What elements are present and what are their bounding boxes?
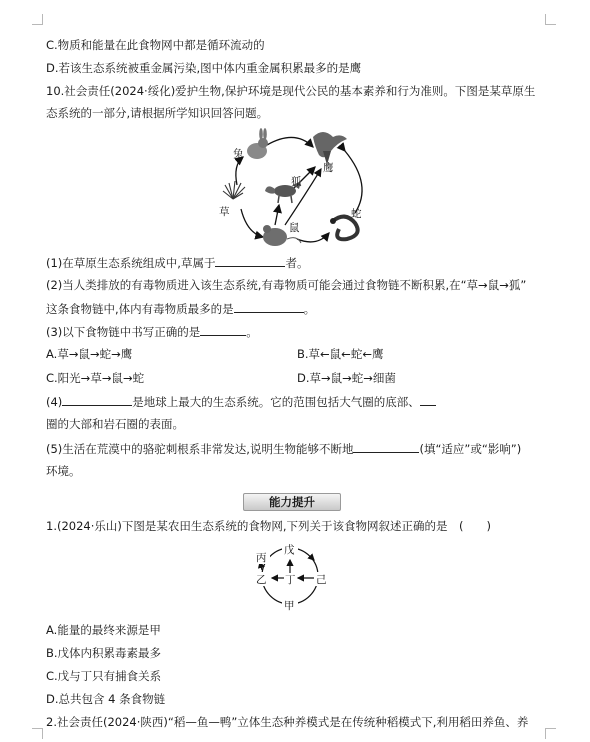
snake-label: 蛇	[351, 208, 362, 220]
question-10-part-2-line-1: (2)当人类排放的有毒物质进入该生态系统,有毒物质可能会通过食物链不断积累,在“草→鼠→狐”	[46, 278, 527, 292]
q1-option-b: B.戊体内积累毒素最多	[46, 646, 162, 660]
farmland-food-web-diagram	[252, 540, 332, 612]
q10-3-option-b: B.草←鼠←蛇←鹰	[297, 347, 384, 361]
q10-3-text-a: (3)以下食物链中书写正确的是	[46, 325, 201, 339]
question-10-part-5-line-2: 环境。	[46, 464, 81, 478]
node-yi: 乙	[256, 574, 267, 586]
eagle-icon	[313, 132, 347, 165]
section-title-ability-boost: 能力提升	[243, 493, 341, 511]
question-10-part-2-line-2	[46, 300, 315, 317]
grass-icon	[223, 181, 245, 199]
question-10-intro-line-2: 态系统的一部分,请根据所学知识回答问题。	[46, 106, 269, 120]
node-ji: 己	[316, 574, 327, 586]
arrow-eagle-to-snake-side	[345, 151, 362, 213]
q10-3-option-a: A.草→鼠→蛇→鹰	[46, 347, 133, 361]
q10-3-option-d: D.草→鼠→蛇→细菌	[297, 371, 396, 385]
corner-mark-top-right	[545, 14, 556, 25]
option-d-line: D.若该生态系统被重金属污染,图中体内重金属积累最多的是鹰	[46, 61, 362, 75]
question-10-part-4-line-2: 圈的大部和岩石圈的表面。	[46, 417, 184, 431]
question-10-part-1	[46, 254, 308, 271]
q10-4-text-a: (4)	[46, 395, 63, 409]
q10-5-answer-blank[interactable]	[353, 440, 419, 453]
q1-option-d: D.总共包含 4 条食物链	[46, 692, 166, 706]
q1-option-a: A.能量的最终来源是甲	[46, 623, 161, 637]
question-10-intro-line-1: 10.社会责任(2024·绥化)爱护生物,保护环境是现代公民的基本素养和行为准则。下图是某草原生	[46, 84, 536, 98]
question-2-intro: 2.社会责任(2024·陕西)“稻—鱼—鸭”立体生态种养模式是在传统种稻模式下,利用稻田养鱼、养	[46, 715, 529, 729]
q10-2-answer-blank[interactable]	[234, 300, 304, 313]
corner-mark-bottom-left	[32, 728, 43, 739]
arrow-grass-to-rabbit	[236, 157, 243, 185]
arrow-rabbit-to-eagle	[267, 137, 313, 147]
grass-label: 草	[219, 206, 230, 218]
node-bing: 丙	[256, 552, 267, 564]
rabbit-label: 兔	[233, 148, 244, 160]
corner-mark-top-left	[32, 14, 43, 25]
arrow-mouse-to-fox	[275, 205, 279, 225]
q10-1-text-a: (1)在草原生态系统组成中,草属于	[46, 256, 216, 270]
q10-2-text-c: 。	[303, 302, 316, 316]
q10-2-text-b: 这条食物链中,体内有毒物质最多的是	[46, 302, 234, 316]
node-ding: 丁	[285, 574, 296, 586]
q10-5-text-a: (5)生活在荒漠中的骆驼刺根系非常发达,说明生物能够不断地	[46, 442, 354, 456]
q10-5-text-b: (填“适应”或“影响”)	[419, 442, 522, 456]
arrow-mouse-to-snake	[297, 233, 329, 242]
corner-mark-bottom-right	[545, 728, 556, 739]
question-10-part-5-line-1	[46, 440, 521, 457]
q10-3-answer-blank[interactable]	[200, 323, 246, 336]
mouse-label: 鼠	[289, 222, 300, 234]
question-10-part-4-line-1	[46, 393, 436, 410]
fox-label: 狐	[291, 176, 302, 188]
q10-3-option-c: C.阳光→草→鼠→蛇	[46, 371, 145, 385]
option-c-line: C.物质和能量在此食物网中都是循环流动的	[46, 38, 265, 52]
q10-1-text-b: 者。	[285, 256, 309, 270]
node-jia: 甲	[284, 600, 295, 612]
grassland-food-web-diagram	[205, 125, 395, 252]
question-10-part-3	[46, 323, 258, 340]
q10-4-answer-blank-2[interactable]	[420, 393, 436, 406]
eagle-label: 鹰	[323, 162, 334, 174]
q10-4-answer-blank-1[interactable]	[62, 393, 132, 406]
q10-1-answer-blank[interactable]	[215, 254, 285, 267]
node-wu: 戊	[284, 544, 295, 556]
arrow-grass-to-mouse	[241, 209, 263, 237]
q10-3-text-b: 。	[246, 325, 258, 339]
question-1-intro: 1.(2024·乐山)下图是某农田生态系统的食物网,下列关于该食物网叙述正确的是 ( )	[46, 519, 491, 533]
q1-option-c: C.戊与丁只有捕食关系	[46, 669, 162, 683]
rabbit-icon	[247, 128, 268, 159]
q10-4-text-b: 是地球上最大的生态系统。它的范围包括大气圈的底部、	[132, 395, 420, 409]
